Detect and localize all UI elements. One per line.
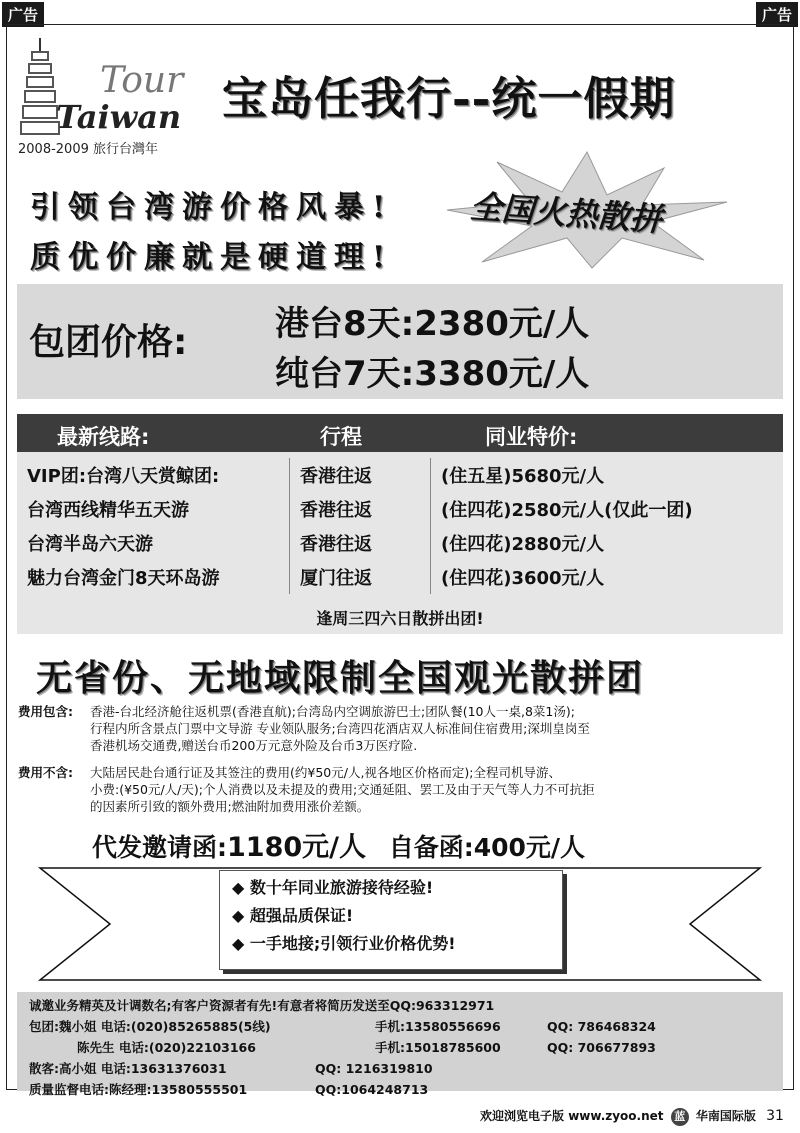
fee-line: 小费:(¥50元/人/天);个人消费以及未提及的费用;交通延阻、罢工及由于天气等人力不可抗拒	[90, 782, 595, 797]
departure-note: 逢周三四六日散拼出团!	[316, 609, 484, 628]
contact-row	[17, 1058, 783, 1079]
diamond-icon: ◆	[232, 906, 245, 925]
advantage-item	[220, 874, 562, 902]
fees-included-label: 费用包含:	[18, 704, 73, 719]
fee-line: 的因素所引致的额外费用;燃油附加费用涨价差额。	[90, 799, 370, 814]
contact-row	[17, 1037, 783, 1058]
route-price: (住四花)2580元/人(仅此一团)	[441, 500, 693, 521]
publisher-badge: 蓝	[671, 1108, 689, 1126]
fee-line: 行程内所含景点门票中文导游 专业领队服务;台湾四花酒店双人标准间住宿费用;深圳皇岗至	[90, 721, 590, 736]
advantage-text: 一手地接;引领行业价格优势!	[249, 934, 456, 953]
route-name: 台湾西线精华五天游	[27, 500, 189, 521]
routes-box	[17, 414, 783, 634]
starburst-text: 全国火热散拼	[468, 187, 663, 239]
contact-mobile: 手机:15018785600	[375, 1040, 501, 1055]
fees-excluded-lines	[90, 764, 785, 815]
table-row	[17, 526, 703, 560]
invitation-proxy-price: 1180元/人	[227, 832, 367, 863]
invitation-line	[92, 825, 585, 864]
contact-mobile: 手机:13580556696	[375, 1019, 501, 1034]
diamond-icon: ◆	[232, 934, 245, 953]
advantage-item	[220, 930, 562, 958]
contact-qq: QQ: 1216319810	[315, 1061, 433, 1076]
fees-included-lines	[90, 703, 785, 754]
fee-line: 大陆居民赴台通行证及其签注的费用(约¥50元/人,视各地区价格而定);全程司机导游、	[90, 765, 562, 780]
header-price: 同业特价:	[485, 425, 578, 449]
advantage-text: 超强品质保证!	[249, 906, 354, 925]
contact-qq: QQ: 706677893	[547, 1040, 656, 1055]
routes-header	[17, 414, 783, 452]
route-name: 台湾半岛六天游	[27, 534, 153, 555]
contact-qq: QQ: 786468324	[547, 1019, 656, 1034]
contact-row	[17, 1016, 783, 1037]
logo-subtitle: 旅行台灣年	[93, 142, 159, 157]
route-name: VIP团:台湾八天赏鲸团:	[27, 466, 220, 487]
invitation-proxy-label: 代发邀请函:	[92, 833, 227, 862]
site-link[interactable]: www.zyoo.net	[568, 1109, 664, 1123]
logo-years	[18, 138, 158, 157]
page-title: 宝岛任我行--统一假期	[222, 72, 676, 125]
header-routes: 最新线路:	[57, 425, 150, 449]
price-line-hk-tw: 港台8天:2380元/人	[275, 304, 590, 344]
logo-years-text: 2008-2009	[18, 142, 89, 157]
contact-name: 散客:高小姐 电话:13631376031	[29, 1061, 227, 1076]
taiwan-logo	[18, 38, 198, 158]
header-itinerary: 行程	[320, 425, 362, 449]
logo-taiwan: Taiwan	[56, 98, 182, 136]
route-itinerary: 香港往返	[290, 458, 431, 492]
advantage-item	[220, 902, 562, 930]
logo-tour: Tour	[100, 60, 184, 101]
routes-table	[17, 458, 703, 594]
invitation-self-label: 自备函:	[388, 833, 474, 862]
contact-qq: QQ:1064248713	[315, 1082, 429, 1097]
price-line-tw: 纯台7天:3380元/人	[275, 354, 590, 394]
route-price: (住四花)3600元/人	[441, 568, 605, 589]
contact-name: 质量监督电话:陈经理:13580555501	[29, 1082, 248, 1097]
contact-row	[17, 1079, 783, 1100]
welcome-text: 欢迎浏览电子版	[480, 1109, 565, 1123]
advantages-box	[219, 870, 563, 970]
table-row	[17, 492, 703, 526]
page-number: 31	[766, 1108, 784, 1124]
slogan-2: 质优价廉就是硬道理!	[30, 240, 394, 275]
table-row	[17, 458, 703, 492]
publisher-name: 华南国际版	[695, 1109, 756, 1123]
page-footer	[480, 1107, 792, 1129]
recruit-line: 诚邀业务精英及计调数名;有客户资源者有先!有意者将简历发送至QQ:963312971	[29, 998, 495, 1013]
route-price: (住五星)5680元/人	[441, 466, 605, 487]
route-itinerary: 香港往返	[290, 526, 431, 560]
invitation-self-price: 400元/人	[473, 833, 586, 862]
contact-box	[17, 992, 783, 1097]
package-price-box	[17, 284, 783, 399]
ad-tag-right: 广告	[756, 2, 798, 27]
slogan-1: 引领台湾游价格风暴!	[30, 190, 394, 225]
route-name: 魅力台湾金门8天环岛游	[27, 568, 220, 589]
contact-name: 陈先生 电话:(020)22103166	[77, 1040, 256, 1055]
ad-tag-left: 广告	[2, 2, 44, 27]
table-row	[17, 560, 703, 594]
fee-line: 香港-台北经济舱往返机票(香港直航);台湾岛内空调旅游巴士;团队餐(10人一桌,8菜1汤);	[90, 704, 575, 719]
package-price-label: 包团价格:	[29, 322, 188, 363]
fees-excluded-label: 费用不含:	[18, 765, 73, 780]
contact-name: 包团:魏小姐 电话:(020)85265885(5线)	[29, 1019, 271, 1034]
pagoda-icon	[20, 38, 60, 138]
tour-title: 无省份、无地域限制全国观光散拼团	[36, 657, 645, 699]
fee-line: 香港机场交通费,赠送台币200万元意外险及台币3万医疗险.	[90, 738, 418, 753]
advantage-text: 数十年同业旅游接待经验!	[249, 878, 434, 897]
route-itinerary: 厦门往返	[290, 560, 431, 594]
diamond-icon: ◆	[232, 878, 245, 897]
route-itinerary: 香港往返	[290, 492, 431, 526]
route-price: (住四花)2880元/人	[441, 534, 605, 555]
